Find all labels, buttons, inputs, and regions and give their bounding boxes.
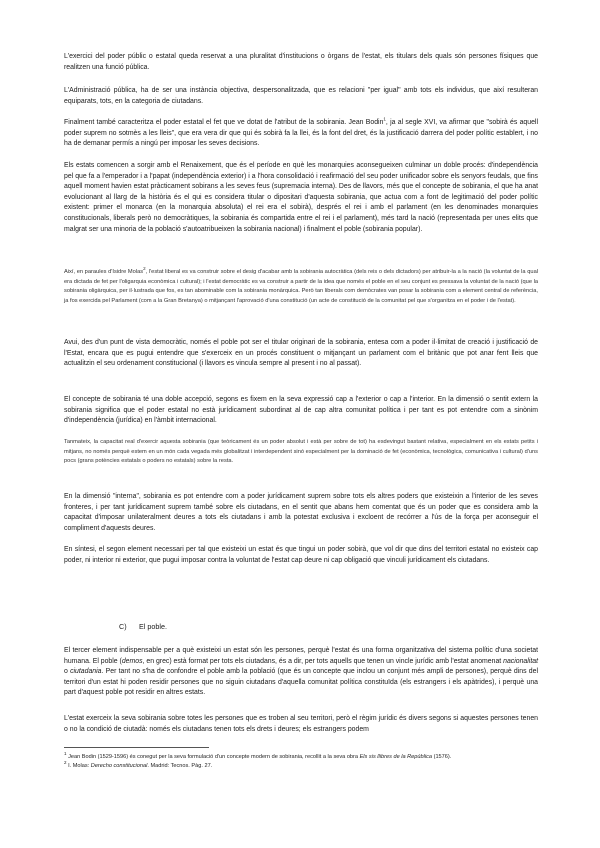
body-paragraph: El tercer element indispensable per a què existeixi un estat són les persones, perquè l'estat és una forma organitzativa del sistema polític d'una societat humana. El poble (demos, en grec) està format per tots els ciutadans, és a dir, per tots aquells que tenen un vincle jurídic amb l'estat anomenat nacionalitat o ciutadania. Per tant no s'ha de confondre el poble amb la població (que és un concepte que inclou un conjunt més ampli de persones), perquè dins del territori d'un estat hi poden residir persones que no siguin ciutadans d'aquella comunitat política constituïda (els estrangers i els apàtrides), i perquè una part d'aquest poble pot residir en altres estats. bbox=[64, 647, 538, 697]
body-paragraph: Finalment també caracteritza el poder estatal el fet que ve dotat de l'atribut de la sobirania. Jean Bodin$^1$, ja al segle XVI, va afirmar que "sobirà és aquell poder suprem no sotmès a les lleis", que era vera dir que qui és sobirà fa la llei, és la font del dret, és la justificació darrera del poder polític establert, i no ha de demanar permís a ningú per imposar les seves decisions. bbox=[64, 116, 538, 148]
section-heading: C) El poble. bbox=[119, 622, 167, 631]
footnote-ref[interactable]: 1 bbox=[383, 116, 386, 122]
body-paragraph: Els estats comencen a sorgir amb el Renaixement, que és el període en què les monarquies aconsegueixen culminar un doble procés: d'independència pel que fa a l'emperador i a l'papat (independència exterior) i a l'hora consolidació i reafirmació del seu poder unificador sobre els senyors feudals, que fins aquell moment havien estat pràcticament sobirans a les seves feus (supremacia interna). Des de llavors, més que el concepte de sobirania, el que ha anat evolucionant al llarg de la història és el qui es considera titular o dipositari d'aquesta sobirania, que actua com a font de legitimació del poder polític existent: primer el monarca (en la monarquia absoluta) el rei era el sobirà), després el rei i amb el parlament (en les denominades monarquies constitucionals, liberals però no democràtiques, la sobirania és compartida entre el rei i el parlament), més tard la nació (representada per unes elits que malgrat ser una minoria de la població s'autoatribueixen la sobirania nacional) i finalment el poble (sobirania popular). bbox=[64, 162, 538, 233]
body-paragraph-small: Així, en paraules d'Isidre Molas$^2$, l'estat liberal es va construir sobre el desig d'acabar amb la sobirania autocràtica (dels reis o dels dictadors) per atribuir-la a la nació (la voluntat de la qual era dictada de fet per l'oligarquia econòmica i cultural); i l'estat democràtic es va construir a partir de la idea que només el poble en el seu conjunt es pressava la voluntat de la nació (que la sobirania oligàrquica, per il·lustrada que fos, es tan abominable com la sobirania monàrquica. Però tan liberals com demòcrates van posar la sobirania com a element central de referència, ja fos exercida pel Parlament (com a la Gran Bretanya) o mitjançant l'aprovació d'una constitució (un acte de constitució de la comunitat pel que s'organitza en el poder i de l'estat). bbox=[64, 266, 538, 304]
body-paragraph: L'Administració pública, ha de ser una instància objectiva, despersonalitzada, que es relacioni "per igual" amb tots els individus, que així resulteran equiparats, tots, en la categoria de ciutadans. bbox=[64, 87, 538, 105]
footnote-2: $^2$ I. Molas: Derecho constitucional. Madrid: Tecnos. Pàg. 27. bbox=[64, 759, 213, 769]
body-paragraph: En síntesi, el segon element necessari per tal que existeixi un estat és que tingui un poder sobirà, que vol dir que dins del territori estatal no existeix cap poder, ni interior ni exterior, que pugui imposar contra la voluntat de l'estat cap deure ni cap obligació que vinculi jurídicament els ciutadans. bbox=[64, 546, 538, 564]
body-paragraph-small: Tanmateix, la capacitat real d'exercir aquesta sobirania (que teòricament és un poder absolut i està per sobre de tot) ha esdevingut bastant relativa, especialment en els estats petits i mitjans, no només perquè estem en un món cada vegada més globalitzat i interdependent sinó especialment per la dominació de fet (econòmica, tecnològica, comunicativa i cultural) d'uns pocs (grans potències estatals o poders no estatals) sobre la resta. bbox=[64, 439, 538, 465]
footnote-divider bbox=[64, 747, 209, 748]
footnote-ref[interactable]: 2 bbox=[143, 266, 146, 272]
body-paragraph: L'exercici del poder públic o estatal queda reservat a una pluralitat d'institucions o òrgans de l'estat, els titulars dels quals són persones físiques que realitzen una funció pública. bbox=[64, 53, 538, 71]
footnotes bbox=[64, 753, 538, 770]
footnote-1: $^1$ Jean Bodin (1529-1596) és conegut per la seva formulació d'un concepte modern de sobirania, recollit a la seva obra Els sis llibres de la República (1576). bbox=[64, 751, 452, 760]
body-paragraph: El concepte de sobirania té una doble accepció, segons es fixem en la seva expressió cap a l'exterior o cap a l'interior. En la dimensió o sentit extern la sobirania significa que el poder estatal no està jurídicament subordinat al de cap altra comunitat política i per tant es pot entendre com a sinònim d'independència (jurídica) en l'àmbit internacional. bbox=[64, 396, 538, 425]
body-paragraph: L'estat exerceix la seva sobirania sobre totes les persones que es troben al seu territori, però el règim jurídic és divers segons si aquestes persones tenen o no la condició de ciutadà: només els ciutadans tenen tots els drets i deures; els estrangers podem bbox=[64, 715, 538, 733]
body-paragraph: Avui, des d'un punt de vista democràtic, només el poble pot ser el titular originari de la sobirania, entesa com a poder il·limitat de creació i justificació de l'Estat, encara que es pugui entendre que s'exerceix en un procés constituent o mitjançant un parlament com el britànic que pot anar fent lleis que actualitzin el seu ordenament constitucional (i llavors es vincula sempre al present i no al passat). bbox=[64, 339, 538, 368]
body-paragraph: En la dimensió "interna", sobirania es pot entendre com a poder jurídicament suprem sobre tots els altres poders que existeixin a l'interior de les seves fronteres, i per tant jurídicament suprem també sobre els ciutadans, en el sentit que abans hem comentat que és un poder que es considera amb la capacitat d'imposar unilateralment deures a tots els ciutadans i amb la potestat exclusiva i excloent de recórrer a l'ús de la força per aconseguir el compliment d'aquests deures. bbox=[64, 493, 538, 532]
